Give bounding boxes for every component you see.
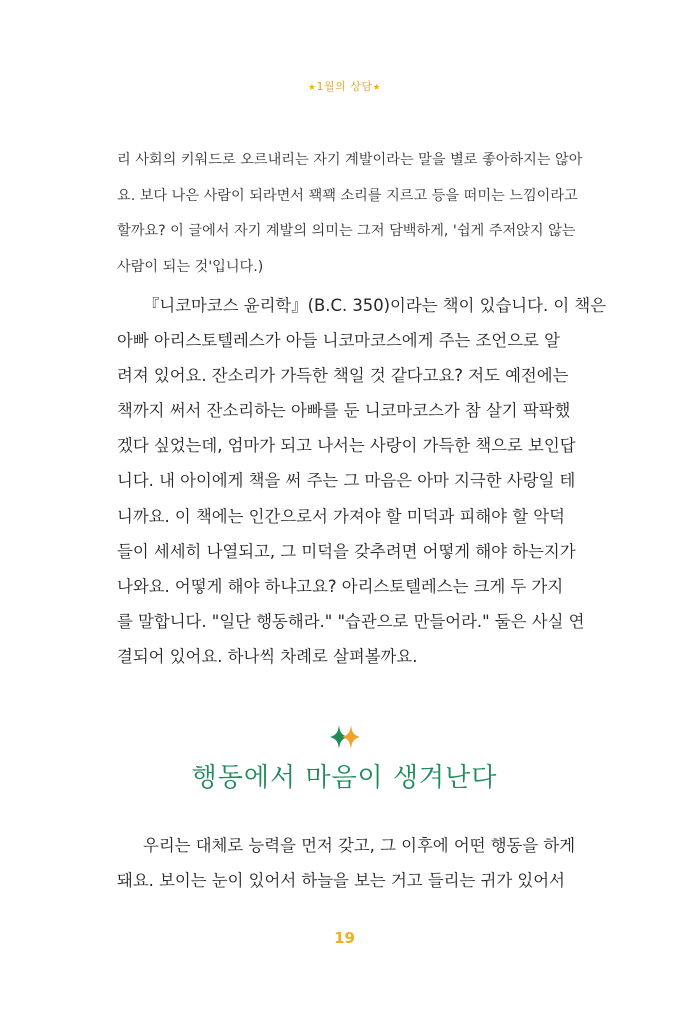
paragraph-line: 려져 있어요. 잔소리가 가득한 책일 것 같다고요? 저도 예전에는 <box>117 366 569 386</box>
paragraph-line: 책까지 써서 잔소리하는 아빠를 둔 니코마코스가 참 살기 팍팍했 <box>117 401 571 421</box>
paragraph-line: 들이 세세히 나열되고, 그 미덕을 갖추려면 어떻게 해야 하는지가 <box>117 541 576 561</box>
paragraph-2 <box>117 828 591 898</box>
note-block <box>117 143 591 285</box>
sparkle-ornament <box>0 724 689 750</box>
star-icon: ★ <box>372 83 382 93</box>
running-head-text: 1월의 상담 <box>316 80 373 93</box>
paragraph-line: 결되어 있어요. 하나씩 차례로 살펴볼까요. <box>117 646 418 666</box>
note-line: 요. 보다 나은 사람이 되라면서 꽥꽥 소리를 지르고 등을 떠미는 느낌이라고 <box>117 187 578 204</box>
paragraph-line: 우리는 대체로 능력을 먼저 갖고, 그 이후에 어떤 행동을 하게 <box>143 836 576 855</box>
paragraph-line: 아빠 아리스토텔레스가 아들 니코마코스에게 주는 조언으로 알 <box>117 331 560 351</box>
paragraph-line: 『니코마코스 윤리학』(B.C. 350)이라는 책이 있습니다. 이 책은 <box>143 296 607 315</box>
sparkle-icon <box>329 724 361 750</box>
star-icon: ★ <box>307 83 317 93</box>
paragraph-line: 겠다 싶었는데, 엄마가 되고 나서는 사랑이 가득한 책으로 보인답 <box>117 436 576 456</box>
note-line: 할까요? 이 글에서 자기 계발의 의미는 그저 담백하게, '쉽게 주저앉지 않는 <box>117 223 576 239</box>
paragraph-line: 니다. 내 아이에게 책을 써 주는 그 마음은 아마 지극한 사랑일 테 <box>117 471 576 491</box>
paragraph-line: 돼요. 보이는 눈이 있어서 하늘을 보는 거고 들리는 귀가 있어서 <box>117 871 565 891</box>
paragraph-line: 니까요. 이 책에는 인간으로서 가져야 할 미덕과 피해야 할 악덕 <box>117 506 565 526</box>
paragraph-1 <box>117 288 607 674</box>
paragraph-line: 나와요. 어떻게 해야 하냐고요? 아리스토텔레스는 크게 두 가지 <box>117 576 564 596</box>
page-number: 19 <box>334 929 355 947</box>
running-head <box>0 78 689 94</box>
note-line: 사람이 되는 것'입니다.) <box>117 258 264 275</box>
paragraph-line: 를 말합니다. "일단 행동해라." "습관으로 만들어라." 둘은 사실 연 <box>117 611 585 631</box>
note-line: 리 사회의 키워드로 오르내리는 자기 계발이라는 말을 별로 좋아하지는 않아 <box>117 152 583 168</box>
section-title: 행동에서 마음이 생겨난다 <box>191 763 498 793</box>
